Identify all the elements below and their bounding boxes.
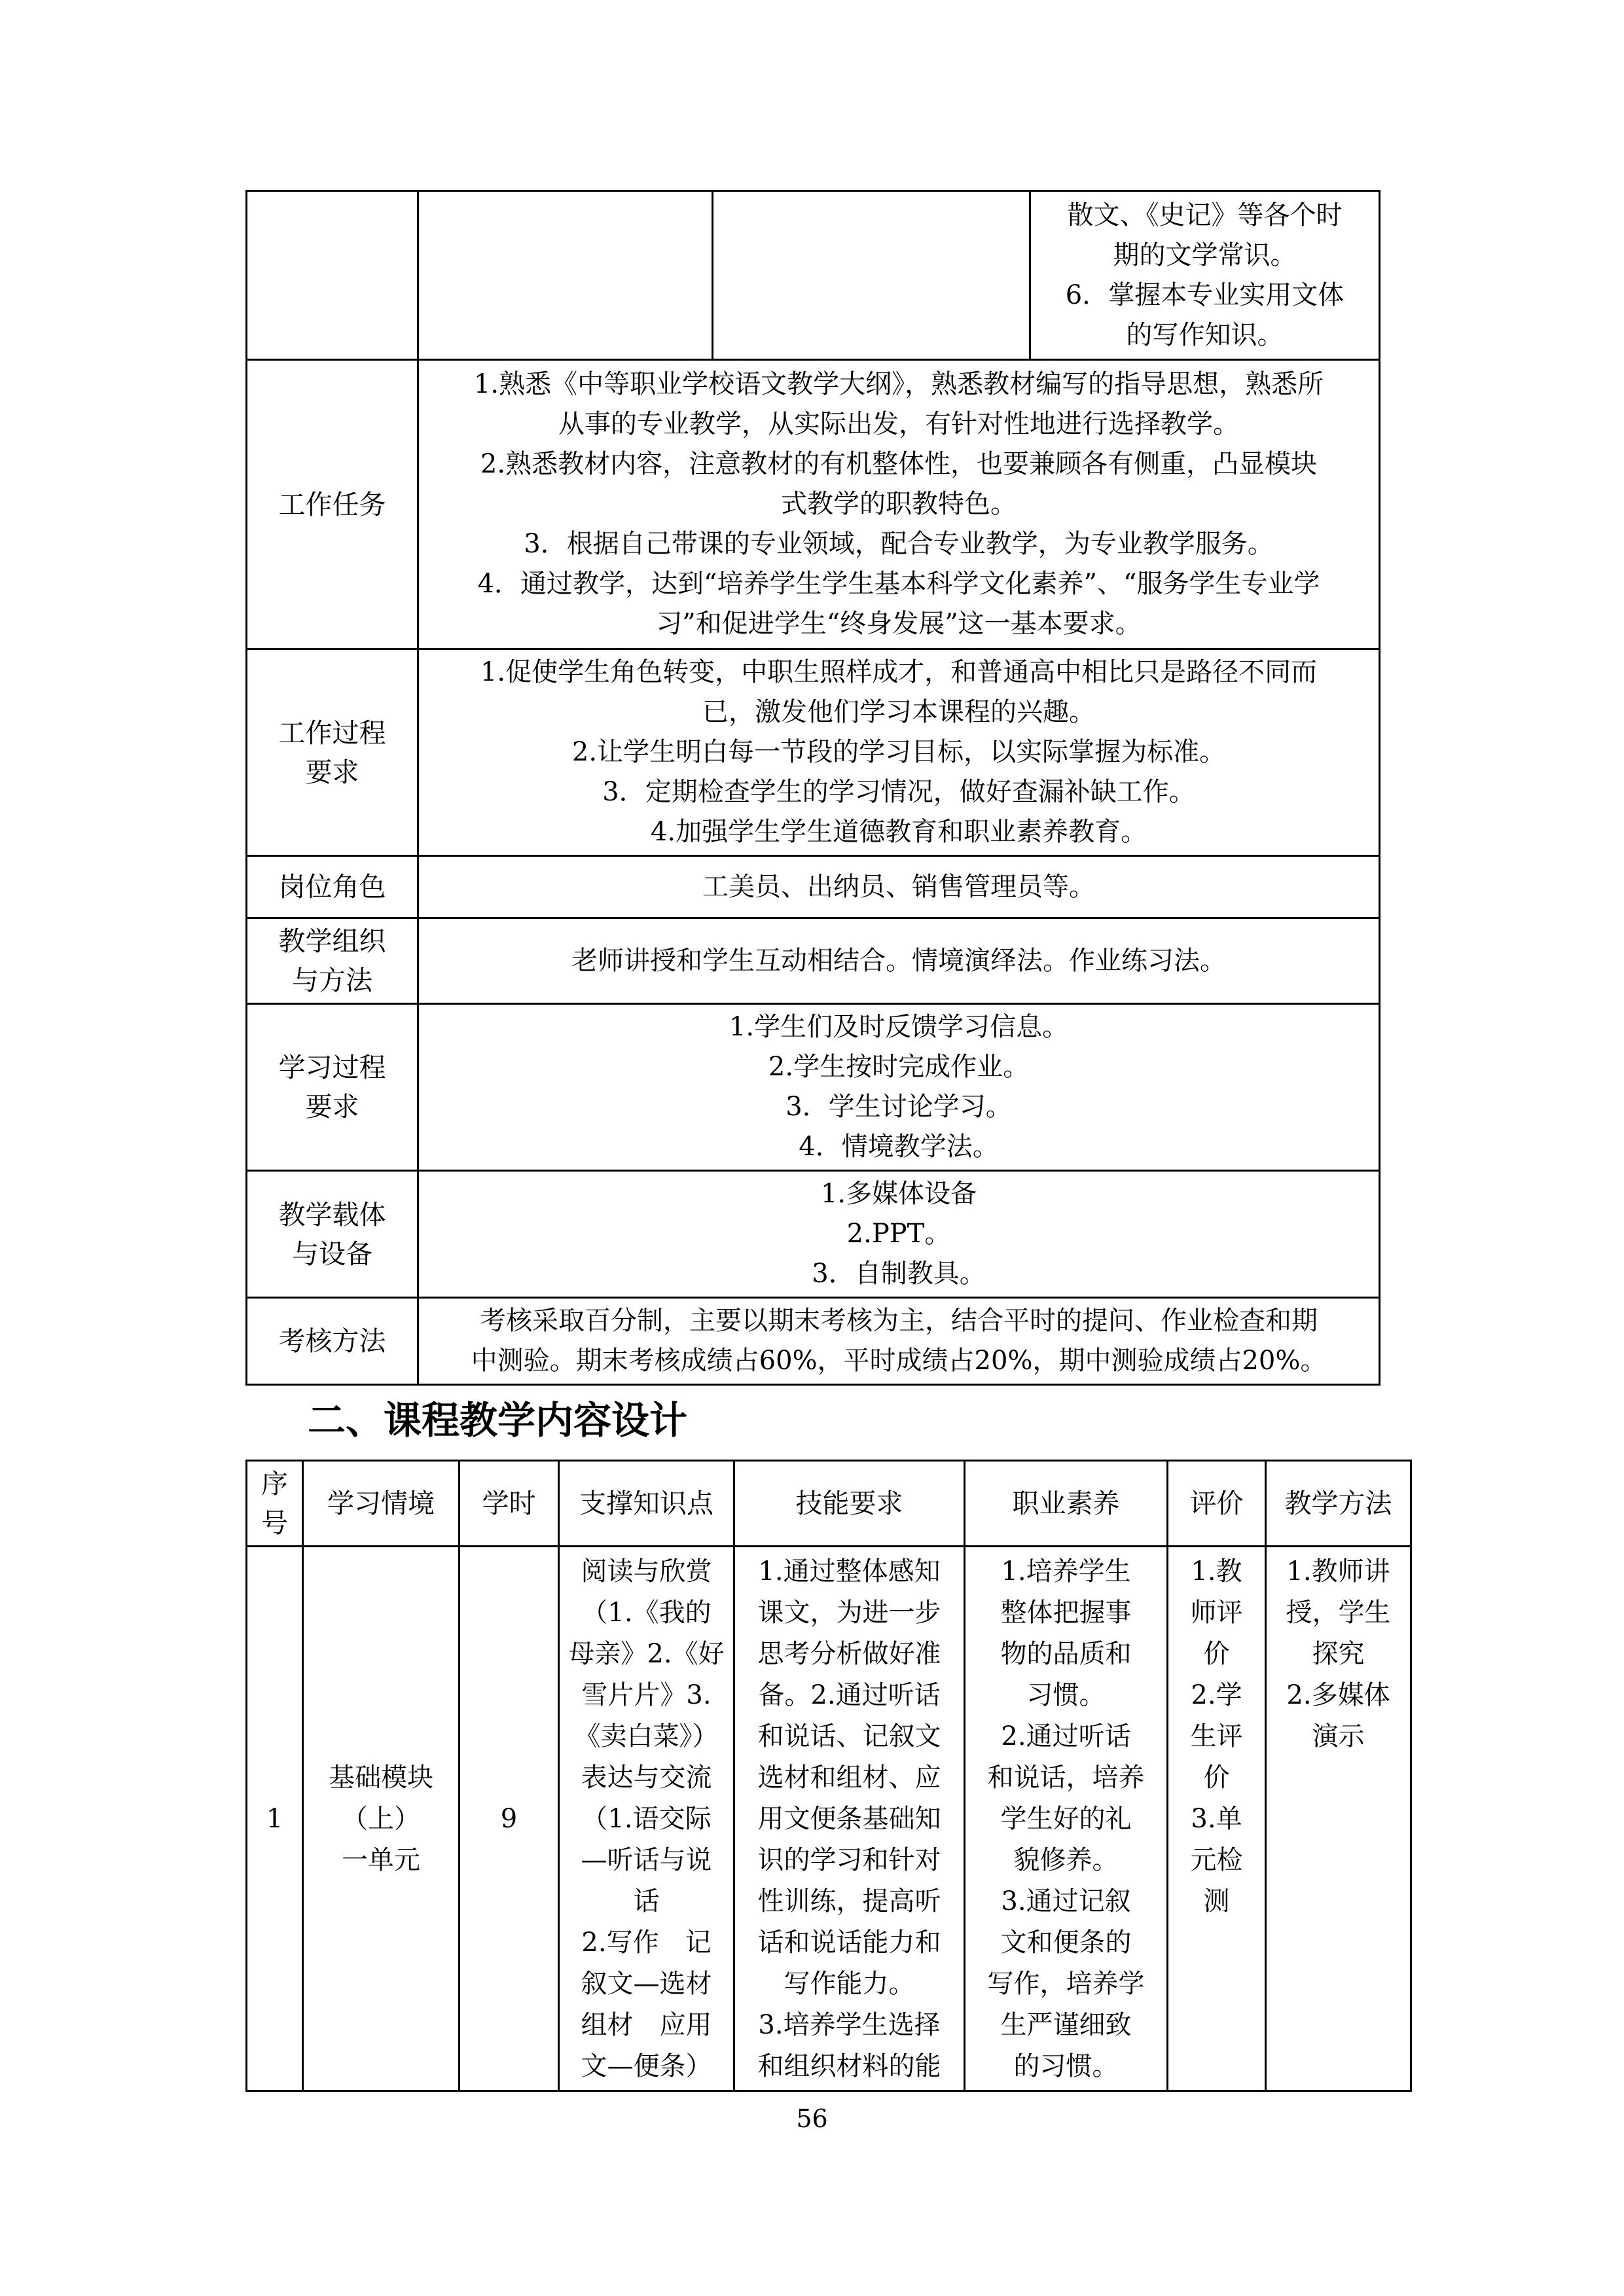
text-line: 教学组织	[278, 925, 386, 957]
text-line: 价	[1203, 1763, 1230, 1793]
header-hours	[460, 1461, 559, 1547]
text-line: 学习情境	[327, 1488, 435, 1519]
text-line: 散文、《史记》等各个时	[1067, 200, 1343, 230]
cell-situation	[303, 1547, 460, 2091]
text-line: 号	[261, 1507, 288, 1539]
row-label	[247, 1004, 418, 1171]
table-row	[247, 1547, 1411, 2091]
cell-method	[1266, 1547, 1411, 2091]
row-label	[247, 360, 418, 649]
text-line: 2.学生按时完成作业。	[768, 1052, 1030, 1082]
table-row	[247, 1298, 1380, 1385]
table-row	[247, 360, 1380, 649]
cell-no	[247, 1547, 303, 2091]
text-line: 9	[500, 1804, 518, 1834]
table-row	[247, 1004, 1380, 1171]
text-line: 元检	[1190, 1845, 1243, 1875]
text-line: 3．自制教具。	[812, 1259, 986, 1289]
text-line: 2.通过听话	[1001, 1721, 1131, 1751]
text-line: （1.语交际	[581, 1804, 712, 1834]
text-line: 与方法	[292, 965, 372, 996]
text-line: 课文，为进一步	[757, 1598, 941, 1628]
text-line: 1.多媒体设备	[820, 1179, 977, 1209]
text-line: 识的学习和针对	[757, 1845, 941, 1875]
text-line: —听话与说	[581, 1845, 712, 1875]
text-line: 选材和组材、应	[757, 1763, 941, 1793]
table-row	[247, 856, 1380, 918]
text-line: 6．掌握本专业实用文体	[1065, 279, 1344, 310]
text-line: 2.写作 记	[581, 1928, 712, 1958]
text-line: 2.让学生明白每一节段的学习目标，以实际掌握为标准。	[571, 737, 1226, 767]
empty-cell	[418, 191, 713, 360]
text-line: 学生好的礼	[1000, 1804, 1132, 1834]
text-line: 老师讲授和学生互动相结合。情境演绎法。作业练习法。	[571, 945, 1226, 976]
text-line: 评价	[1189, 1488, 1244, 1519]
text-line: 3．定期检查学生的学习情况，做好查漏补缺工作。	[602, 777, 1195, 807]
text-line: 生严谨细致	[1000, 2010, 1132, 2040]
text-line: 工作任务	[278, 488, 386, 520]
text-line: 1	[266, 1804, 283, 1834]
text-line: 物的品质和	[1000, 1639, 1132, 1669]
header-row	[247, 1461, 1411, 1547]
text-line: 学时	[482, 1488, 536, 1519]
text-line: 1.培养学生	[1001, 1556, 1131, 1587]
page-number: 56	[796, 2104, 828, 2133]
text-line: 文—便条）	[581, 2051, 712, 2081]
row-content	[418, 1004, 1380, 1171]
text-line: 雪片片》3.	[581, 1680, 712, 1710]
header-skills	[734, 1461, 965, 1547]
text-line: 貌修养。	[1013, 1845, 1119, 1875]
text-line: 3．根据自己带课的专业领域，配合专业教学，为专业教学服务。	[524, 529, 1274, 559]
text-line: 基础模块	[329, 1763, 433, 1793]
text-line: 4.加强学生学生道德教育和职业素养教育。	[650, 817, 1147, 847]
text-line: 性训练，提高听	[757, 1886, 941, 1916]
cell-hours	[460, 1547, 559, 2091]
text-line: 和说话、记叙文	[757, 1721, 941, 1751]
table-row	[247, 918, 1380, 1004]
table-row	[247, 649, 1380, 856]
text-line: 中测验。期末考核成绩占60%，平时成绩占20%，期中测验成绩占20%。	[471, 1346, 1327, 1376]
text-line: 工美员、出纳员、销售管理员等。	[702, 871, 1095, 902]
continued-content-cell	[1030, 191, 1380, 360]
course-info-table	[245, 190, 1380, 1386]
text-line: 与设备	[292, 1238, 372, 1270]
header-situation	[303, 1461, 460, 1547]
text-line: 用文便条基础知	[757, 1804, 941, 1834]
text-line: 和组织材料的能	[757, 2051, 941, 2081]
text-line: 叙文—选材	[581, 1969, 712, 1999]
text-line: 演示	[1312, 1721, 1365, 1751]
cell-skills	[734, 1547, 965, 2091]
text-line: 支撑知识点	[579, 1488, 713, 1519]
text-line: 一单元	[342, 1845, 420, 1875]
text-line: 师评	[1190, 1598, 1243, 1628]
row-content	[418, 1171, 1380, 1298]
section-title: 二、课程教学内容设计	[308, 1398, 688, 1443]
text-line: 整体把握事	[1000, 1598, 1132, 1628]
text-line: 测	[1203, 1886, 1230, 1916]
row-content	[418, 360, 1380, 649]
text-line: 式教学的职教特色。	[781, 489, 1017, 519]
text-line: 考核采取百分制，主要以期末考核为主，结合平时的提问、作业检查和期	[480, 1306, 1318, 1336]
text-line: 4．通过教学，达到“培养学生学生基本科学文化素养”、“服务学生专业学	[477, 569, 1320, 599]
text-line: 母亲》2.《好	[568, 1639, 725, 1669]
text-line: 1.学生们及时反馈学习信息。	[729, 1012, 1069, 1042]
text-line: 2.学	[1191, 1680, 1242, 1710]
text-line: 2.PPT。	[846, 1219, 951, 1249]
text-line: 3.单	[1191, 1804, 1242, 1834]
header-knowledge	[559, 1461, 734, 1547]
text-line: 3.培养学生选择	[758, 2010, 941, 2040]
text-line: 授，学生	[1286, 1598, 1391, 1628]
text-line: 1.通过整体感知	[758, 1556, 941, 1587]
empty-cell	[247, 191, 418, 360]
text-line: 要求	[305, 756, 359, 788]
row-label	[247, 856, 418, 918]
text-line: 探究	[1312, 1639, 1365, 1669]
row-label	[247, 1298, 418, 1385]
text-line: 从事的专业教学，从实际出发，有针对性地进行选择教学。	[558, 409, 1239, 439]
text-line: 要求	[305, 1091, 359, 1122]
cell-quality	[965, 1547, 1168, 2091]
header-method	[1266, 1461, 1411, 1547]
text-line: 话和说话能力和	[757, 1928, 941, 1958]
text-line: 2.多媒体	[1286, 1680, 1390, 1710]
text-line: 1.熟悉《中等职业学校语文教学大纲》，熟悉教材编写的指导思想，熟悉所	[473, 369, 1324, 399]
text-line: 序	[261, 1468, 288, 1499]
text-line: 考核方法	[278, 1325, 386, 1357]
text-line: 习”和促进学生“终身发展”这一基本要求。	[656, 609, 1142, 639]
text-line: 备。2.通过听话	[758, 1680, 941, 1710]
text-line: 《卖白菜》）	[574, 1721, 719, 1751]
text-line: 的写作知识。	[1126, 319, 1284, 350]
row-content	[418, 1298, 1380, 1385]
text-line: 工作过程	[278, 717, 386, 749]
text-line: 学习过程	[278, 1052, 386, 1083]
text-line: 组材 应用	[581, 2010, 712, 2040]
text-line: 价	[1203, 1639, 1230, 1669]
row-label	[247, 649, 418, 856]
text-line: 教学载体	[278, 1198, 386, 1230]
teaching-content-table	[245, 1460, 1412, 2092]
text-line: 期的文学常识。	[1113, 240, 1297, 270]
cell-knowledge	[559, 1547, 734, 2091]
text-line: 职业素养	[1012, 1488, 1120, 1519]
cell-evaluation	[1168, 1547, 1266, 2091]
text-line: 话	[633, 1886, 660, 1916]
header-quality	[965, 1461, 1168, 1547]
text-line: 1.教师讲	[1286, 1556, 1390, 1587]
text-line: 生评	[1190, 1721, 1243, 1751]
text-line: 阅读与欣赏	[581, 1556, 712, 1587]
row-label	[247, 918, 418, 1004]
text-line: 已，激发他们学习本课程的兴趣。	[702, 697, 1095, 727]
text-line: 岗位角色	[278, 871, 386, 903]
text-line: 思考分析做好准	[757, 1639, 941, 1669]
text-line: 和说话，培养	[987, 1763, 1145, 1793]
text-line: 写作，培养学	[987, 1969, 1145, 1999]
header-evaluation	[1168, 1461, 1266, 1547]
text-line: 文和便条的	[1000, 1928, 1132, 1958]
text-line: 1.教	[1191, 1556, 1242, 1587]
text-line: （1.《我的	[581, 1598, 712, 1628]
text-line: 表达与交流	[581, 1763, 712, 1793]
row-content	[418, 856, 1380, 918]
text-line: 2.熟悉教材内容，注意教材的有机整体性，也要兼顾各有侧重，凸显模块	[480, 449, 1318, 479]
text-line: 写作能力。	[784, 1969, 915, 1999]
continued-row	[247, 191, 1380, 360]
text-line: （上）	[342, 1804, 420, 1834]
row-content	[418, 649, 1380, 856]
text-line: 教学方法	[1284, 1488, 1392, 1519]
text-line: 习惯。	[1026, 1680, 1106, 1710]
text-line: 3.通过记叙	[1001, 1886, 1131, 1916]
text-line: 的习惯。	[1013, 2051, 1119, 2081]
text-line: 3．学生讨论学习。	[785, 1092, 1012, 1122]
empty-cell	[713, 191, 1030, 360]
text-line: 4．情境教学法。	[799, 1132, 999, 1162]
table-row	[247, 1171, 1380, 1298]
row-content	[418, 918, 1380, 1004]
header-no	[247, 1461, 303, 1547]
text-line: 技能要求	[795, 1488, 903, 1519]
row-label	[247, 1171, 418, 1298]
text-line: 1.促使学生角色转变，中职生照样成才，和普通高中相比只是路径不同而	[480, 657, 1318, 687]
